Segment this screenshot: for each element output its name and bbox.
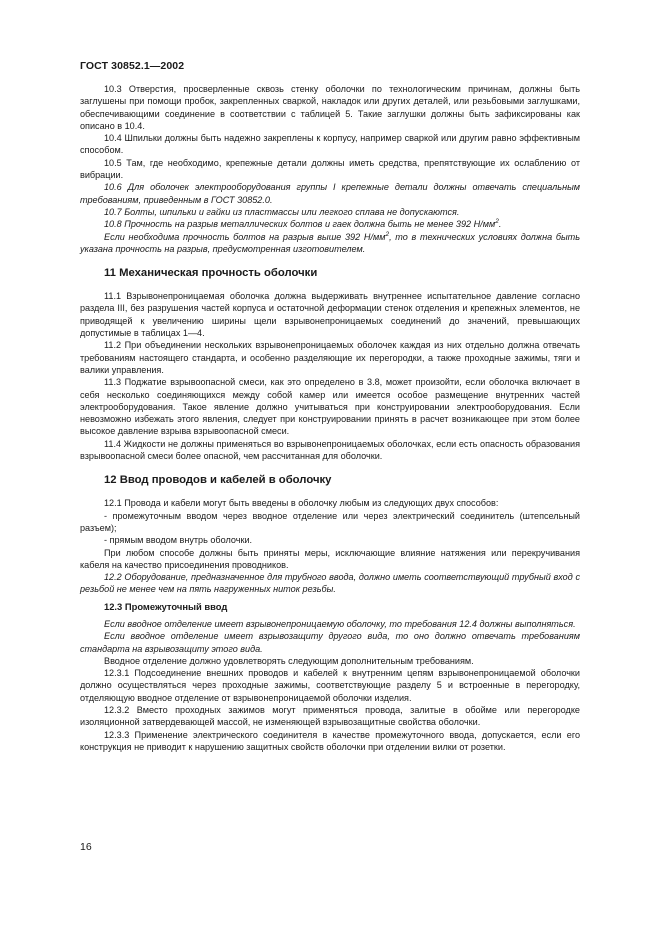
section-12-heading: 12 Ввод проводов и кабелей в оболочку — [104, 474, 332, 487]
subsection-12-3-heading: 12.3 Промежуточный ввод — [104, 600, 228, 612]
paragraph-10-8-note-rest: , то в технических условиях должна быть указана прочность на разрыв, предусмотренная изготовителем. — [80, 231, 580, 254]
paragraph-10-8-note-text: Если необходима прочность болтов на разрыв выше 392 Н/мм — [104, 231, 386, 242]
paragraph-12-3-3: 12.3.3 Применение электрического соединителя в качестве промежуточного ввода, допускается, если его конструкция не приводит к нарушению защитных свойств оболочки при отделении вилки от розетки. — [80, 729, 580, 752]
paragraph-12-3-2: 12.3.2 Вместо проходных зажимов могут применяться провода, залитые в обойме или перегородке изоляционной затвердевающей массой, не изменяющей взрывозащитные свойства оболочки. — [80, 705, 580, 728]
paragraph-11-2: 11.2 При объединении нескольких взрывонепроницаемых оболочек каждая из них отдельно должна отвечать требованиям настоящего стандарта, и особенно разделяющие их перегородки, а также проходные зажимы, тяги и валики управления. — [80, 340, 580, 375]
paragraph-11-4: 11.4 Жидкости не должны применяться во взрывонепроницаемых оболочках, если есть опасность образования взрывоопасной смеси более опасной, чем рассчитанная для оболочки. — [80, 438, 580, 462]
paragraph-12-1: 12.1 Провода и кабели могут быть введены в оболочку любым из следующих двух способов: — [104, 498, 499, 509]
paragraph-10-8-end: . — [498, 219, 502, 230]
section-11-heading: 11 Механическая прочность оболочки — [104, 267, 318, 280]
list-item-intermediate-entry: - промежуточным вводом через вводное отделение или через электрический соединитель (штепсельный разъем); — [80, 510, 580, 533]
paragraph-10-3: 10.3 Отверстия, просверленные сквозь стенку оболочки по технологическим причинам, должны быть заглушены при помощи пробок, закрепленных сваркой, накладок или других деталей, или резьбовыми заглушками, обеспечивающими соединение в соответствии с таблицей 5. Такие заглушки должны быть зафиксированы как описано в 10.4. — [80, 84, 580, 131]
paragraph-10-4: 10.4 Шпильки должны быть надежно закреплены к корпусу, например сваркой или другим равно эффективным способом. — [80, 133, 580, 156]
list-item-direct-entry: - прямым вводом внутрь оболочки. — [104, 535, 253, 546]
paragraph-10-8-text: 10.8 Прочность на разрыв металлических болтов и гаек должна быть не менее 392 Н/мм — [104, 219, 496, 230]
paragraph-12-1-note: При любом способе должны быть приняты меры, исключающие влияние натяжения или перекручивания кабеля на качество присоединения проводников. — [80, 547, 580, 570]
paragraph-10-6: 10.6 Для оболочек электрооборудования группы I крепежные детали должны отвечать специальным требованиям, приведенным в ГОСТ 30852.0. — [80, 182, 580, 205]
page-content — [80, 83, 580, 753]
paragraph-10-8 — [80, 218, 580, 230]
paragraph-12-3-b: Если вводное отделение имеет взрывозащиту другого вида, то оно должно отвечать требованиям стандарта на взрывозащиту этого вида. — [80, 631, 580, 654]
superscript: 2 — [385, 230, 390, 238]
paragraph-10-7: 10.7 Болты, шпильки и гайки из пластмассы или легкого сплава не допускаются. — [104, 206, 460, 217]
paragraph-11-3: 11.3 Поджатие взрывоопасной смеси, как это определено в 3.8, может произойти, если оболочка включает в себя несколько соединяющихся между собой камер или имеется особое размещение внутренних частей электрооборудования. Такое явление должно учитываться при конструировании электрооборудования. Если невозможно избежать этого явления, следует при конструировании принять в расчет возникающее при этом более высокое давление взрыва взрывоопасной смеси. — [80, 377, 580, 437]
paragraph-11-1: 11.1 Взрывонепроницаемая оболочка должна выдерживать внутреннее испытательное давление согласно раздела III, без разрушения частей корпуса и остаточной деформации стенок отделения и крепежных элементов, не приводящей к увеличению ширины щели взрывонепроницаемых соединений до значений, превышающих допустимые в таблицах 1—4. — [80, 291, 580, 339]
paragraph-10-8-note — [80, 231, 580, 256]
page-number: 16 — [80, 841, 92, 853]
paragraph-12-2: 12.2 Оборудование, предназначенное для трубного ввода, должно иметь соответствующий трубный вход с резьбой не менее чем на пять нагруженных ниток резьбы. — [80, 572, 580, 595]
paragraph-12-3-1: 12.3.1 Подсоединение внешних проводов и кабелей к внутренним цепям взрывонепроницаемой оболочки должно осуществляться через проходные зажимы, соответствующие разделу 5 и встроенные в перегородку, отделяющую вводное отделение от взрывонепроницаемой оболочки изделия. — [80, 668, 580, 703]
paragraph-10-5: 10.5 Там, где необходимо, крепежные детали должны иметь средства, препятствующие их ослаблению от вибрации. — [80, 157, 580, 181]
document-code-header: ГОСТ 30852.1—2002 — [80, 60, 185, 72]
paragraph-12-3-a: Если вводное отделение имеет взрывонепроницаемую оболочку, то требования 12.4 должны выполняться. — [104, 618, 576, 629]
paragraph-12-3-c: Вводное отделение должно удовлетворять следующим дополнительным требованиям. — [104, 655, 474, 666]
superscript: 2 — [495, 218, 499, 226]
